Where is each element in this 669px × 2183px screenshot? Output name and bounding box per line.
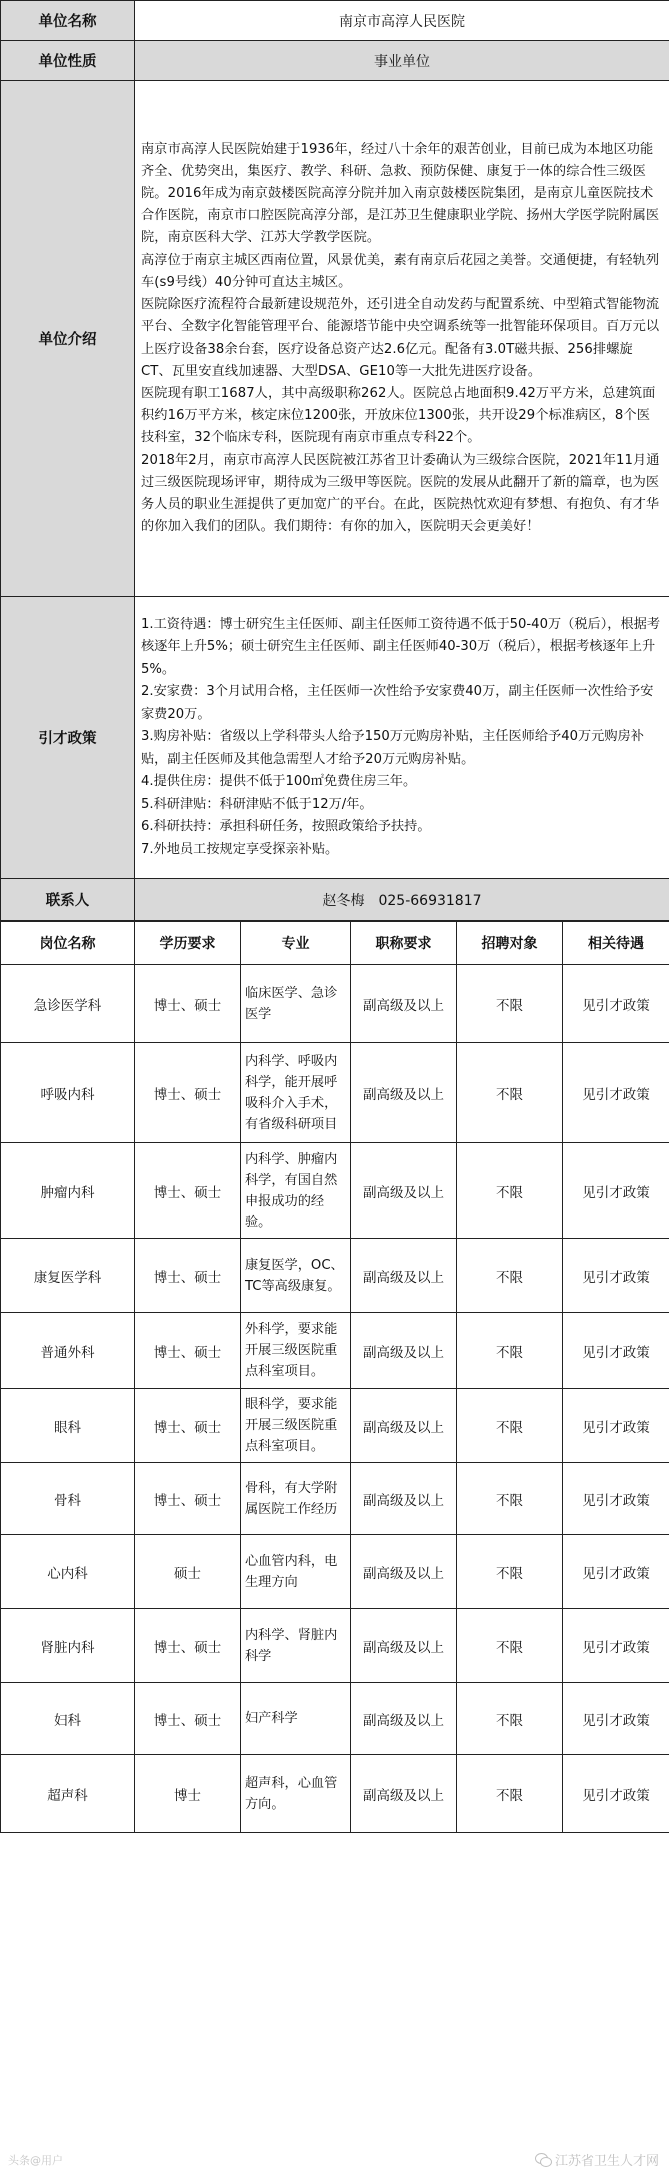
education-requirement: 博士、硕士 (135, 1683, 241, 1755)
related-benefit: 见引才政策 (563, 1755, 669, 1833)
major-requirement: 骨科，有大学附属医院工作经历 (241, 1463, 351, 1535)
policy-text (135, 597, 669, 879)
policy-item: 6.科研扶持：承担科研任务，按照政策给予扶持。 (141, 819, 431, 835)
watermark-right-text: 江苏省卫生人才网 (554, 2154, 659, 2169)
position-name: 眼科 (1, 1389, 135, 1463)
policy-item: 1.工资待遇：博士研究生主任医师、副主任医师工资待遇不低于50-40万（税后），根据考核逐年上升5%；硕士研究生主任医师、副主任医师40-30万（税后），根据考核逐年上升5%。 (141, 616, 661, 677)
header-major: 专业 (241, 922, 351, 965)
header-title: 职称要求 (351, 922, 457, 965)
policy-row (1, 597, 669, 879)
position-name: 心内科 (1, 1535, 135, 1609)
position-row (1, 1609, 669, 1683)
header-benefit: 相关待遇 (563, 922, 669, 965)
major-requirement: 内科学、呼吸内科学，能开展呼吸科介入手术，有省级科研项目 (241, 1043, 351, 1143)
intro-paragraph: 2018年2月，南京市高淳人民医院被江苏省卫计委确认为三级综合医院，2021年11月通过三级医院现场评审，期待成为三级甲等医院。医院的发展从此翻开了新的篇章，也为医务人员的职业生涯提供了更加宽广的平台。在此，医院热忱欢迎有梦想、有抱负、有才华的你加入我们的团队。我们期待：有你的加入，医院明天会更美好！ (141, 452, 660, 535)
title-requirement: 副高级及以上 (351, 1755, 457, 1833)
policy-item: 2.安家费：3个月试用合格，主任医师一次性给予安家费40万，副主任医师一次性给予安家费20万。 (141, 684, 654, 722)
major-requirement: 内科学、肾脏内科学 (241, 1609, 351, 1683)
positions-table (0, 921, 669, 1833)
recruit-target: 不限 (457, 1389, 563, 1463)
watermark-right (535, 2150, 659, 2169)
recruit-target: 不限 (457, 1755, 563, 1833)
education-requirement: 博士、硕士 (135, 1609, 241, 1683)
positions-body (1, 965, 669, 1833)
title-requirement: 副高级及以上 (351, 1389, 457, 1463)
major-requirement: 超声科，心血管方向。 (241, 1755, 351, 1833)
contact-label: 联系人 (1, 879, 135, 921)
education-requirement: 博士、硕士 (135, 1389, 241, 1463)
title-requirement: 副高级及以上 (351, 1239, 457, 1313)
education-requirement: 博士、硕士 (135, 1463, 241, 1535)
position-row (1, 1239, 669, 1313)
major-requirement: 眼科学，要求能开展三级医院重点科室项目。 (241, 1389, 351, 1463)
title-requirement: 副高级及以上 (351, 1043, 457, 1143)
title-requirement: 副高级及以上 (351, 1683, 457, 1755)
related-benefit: 见引才政策 (563, 1143, 669, 1239)
position-name: 肿瘤内科 (1, 1143, 135, 1239)
header-position: 岗位名称 (1, 922, 135, 965)
unit-intro-label: 单位介绍 (1, 81, 135, 597)
position-row (1, 1755, 669, 1833)
related-benefit: 见引才政策 (563, 1239, 669, 1313)
related-benefit: 见引才政策 (563, 1389, 669, 1463)
position-row (1, 1535, 669, 1609)
major-requirement: 临床医学、急诊医学 (241, 965, 351, 1043)
related-benefit: 见引才政策 (563, 1683, 669, 1755)
policy-item: 5.科研津贴：科研津贴不低于12万/年。 (141, 796, 373, 812)
header-education: 学历要求 (135, 922, 241, 965)
header-target: 招聘对象 (457, 922, 563, 965)
recruit-target: 不限 (457, 1313, 563, 1389)
major-requirement: 内科学、肿瘤内科学，有国自然申报成功的经验。 (241, 1143, 351, 1239)
position-row (1, 1683, 669, 1755)
related-benefit: 见引才政策 (563, 1535, 669, 1609)
position-name: 普通外科 (1, 1313, 135, 1389)
position-row (1, 1389, 669, 1463)
unit-nature-row (1, 41, 669, 81)
recruit-target: 不限 (457, 1143, 563, 1239)
policy-item: 7.外地员工按规定享受探亲补贴。 (141, 841, 339, 857)
unit-name-value: 南京市高淳人民医院 (135, 1, 669, 41)
unit-name-label: 单位名称 (1, 1, 135, 41)
related-benefit: 见引才政策 (563, 1609, 669, 1683)
education-requirement: 博士、硕士 (135, 1143, 241, 1239)
wechat-icon (535, 2153, 551, 2166)
title-requirement: 副高级及以上 (351, 1463, 457, 1535)
recruit-target: 不限 (457, 1609, 563, 1683)
related-benefit: 见引才政策 (563, 1313, 669, 1389)
unit-nature-value: 事业单位 (135, 41, 669, 81)
position-name: 肾脏内科 (1, 1609, 135, 1683)
major-requirement: 康复医学，OC、TC等高级康复。 (241, 1239, 351, 1313)
major-requirement: 妇产科学 (241, 1683, 351, 1755)
position-name: 急诊医学科 (1, 965, 135, 1043)
policy-item: 4.提供住房：提供不低于100㎡免费住房三年。 (141, 774, 417, 790)
position-name: 呼吸内科 (1, 1043, 135, 1143)
education-requirement: 博士、硕士 (135, 1313, 241, 1389)
positions-header-row (1, 922, 669, 965)
position-name: 超声科 (1, 1755, 135, 1833)
intro-paragraph: 医院现有职工1687人，其中高级职称262人。医院总占地面积9.42万平方米，总建筑面积约16万平方米，核定床位1200张，开放床位1300张，共开设29个标准病区，8个医技科室，32个临床专科，医院现有南京市重点专科22个。 (141, 385, 656, 446)
title-requirement: 副高级及以上 (351, 965, 457, 1043)
position-row (1, 1143, 669, 1239)
policy-label: 引才政策 (1, 597, 135, 879)
contact-row (1, 879, 669, 921)
unit-info-table (0, 0, 669, 921)
education-requirement: 博士 (135, 1755, 241, 1833)
recruit-target: 不限 (457, 1043, 563, 1143)
education-requirement: 博士、硕士 (135, 965, 241, 1043)
title-requirement: 副高级及以上 (351, 1143, 457, 1239)
intro-paragraph: 南京市高淳人民医院始建于1936年，经过八十余年的艰苦创业，目前已成为本地区功能齐全、优势突出，集医疗、教学、科研、急救、预防保健、康复于一体的综合性三级医院。2016年成为南京鼓楼医院高淳分院并加入南京鼓楼医院集团，是南京儿童医院技术合作医院，南京市口腔医院高淳分部，是江苏卫生健康职业学院、扬州大学医学院附属医院，南京医科大学、江苏大学教学医院。 (141, 141, 660, 246)
position-name: 妇科 (1, 1683, 135, 1755)
position-row (1, 965, 669, 1043)
title-requirement: 副高级及以上 (351, 1313, 457, 1389)
position-row (1, 1313, 669, 1389)
education-requirement: 博士、硕士 (135, 1239, 241, 1313)
watermark-left: 头条@用户 (8, 2154, 63, 2167)
recruit-target: 不限 (457, 1535, 563, 1609)
recruit-target: 不限 (457, 1463, 563, 1535)
position-row (1, 1043, 669, 1143)
related-benefit: 见引才政策 (563, 1463, 669, 1535)
position-row (1, 1463, 669, 1535)
education-requirement: 博士、硕士 (135, 1043, 241, 1143)
contact-value: 赵冬梅 025-66931817 (135, 879, 669, 921)
policy-item: 3.购房补贴：省级以上学科带头人给予150万元购房补贴，主任医师给予40万元购房补贴，副主任医师及其他急需型人才给予20万元购房补贴。 (141, 729, 644, 767)
recruit-target: 不限 (457, 965, 563, 1043)
related-benefit: 见引才政策 (563, 1043, 669, 1143)
intro-paragraph: 高淳位于南京主城区西南位置，风景优美，素有南京后花园之美誉。交通便捷，有轻轨列车(s9号线）40分钟可直达主城区。 (141, 252, 660, 290)
major-requirement: 心血管内科，电生理方向 (241, 1535, 351, 1609)
title-requirement: 副高级及以上 (351, 1609, 457, 1683)
position-name: 骨科 (1, 1463, 135, 1535)
education-requirement: 硕士 (135, 1535, 241, 1609)
related-benefit: 见引才政策 (563, 965, 669, 1043)
recruit-target: 不限 (457, 1239, 563, 1313)
position-name: 康复医学科 (1, 1239, 135, 1313)
unit-intro-text (135, 81, 669, 597)
intro-paragraph: 医院除医疗流程符合最新建设规范外，还引进全自动发药与配置系统、中型箱式智能物流平台、全数字化智能管理平台、能源塔节能中央空调系统等一批智能环保项目。百万元以上医疗设备38余台套，医疗设备总资产达2.6亿元。配备有3.0T磁共振、256排螺旋CT、瓦里安直线加速器、大型DSA、GE10等一大批先进医疗设备。 (141, 297, 660, 379)
unit-intro-row (1, 81, 669, 597)
title-requirement: 副高级及以上 (351, 1535, 457, 1609)
major-requirement: 外科学，要求能开展三级医院重点科室项目。 (241, 1313, 351, 1389)
unit-name-row (1, 1, 669, 41)
unit-nature-label: 单位性质 (1, 41, 135, 81)
recruit-target: 不限 (457, 1683, 563, 1755)
